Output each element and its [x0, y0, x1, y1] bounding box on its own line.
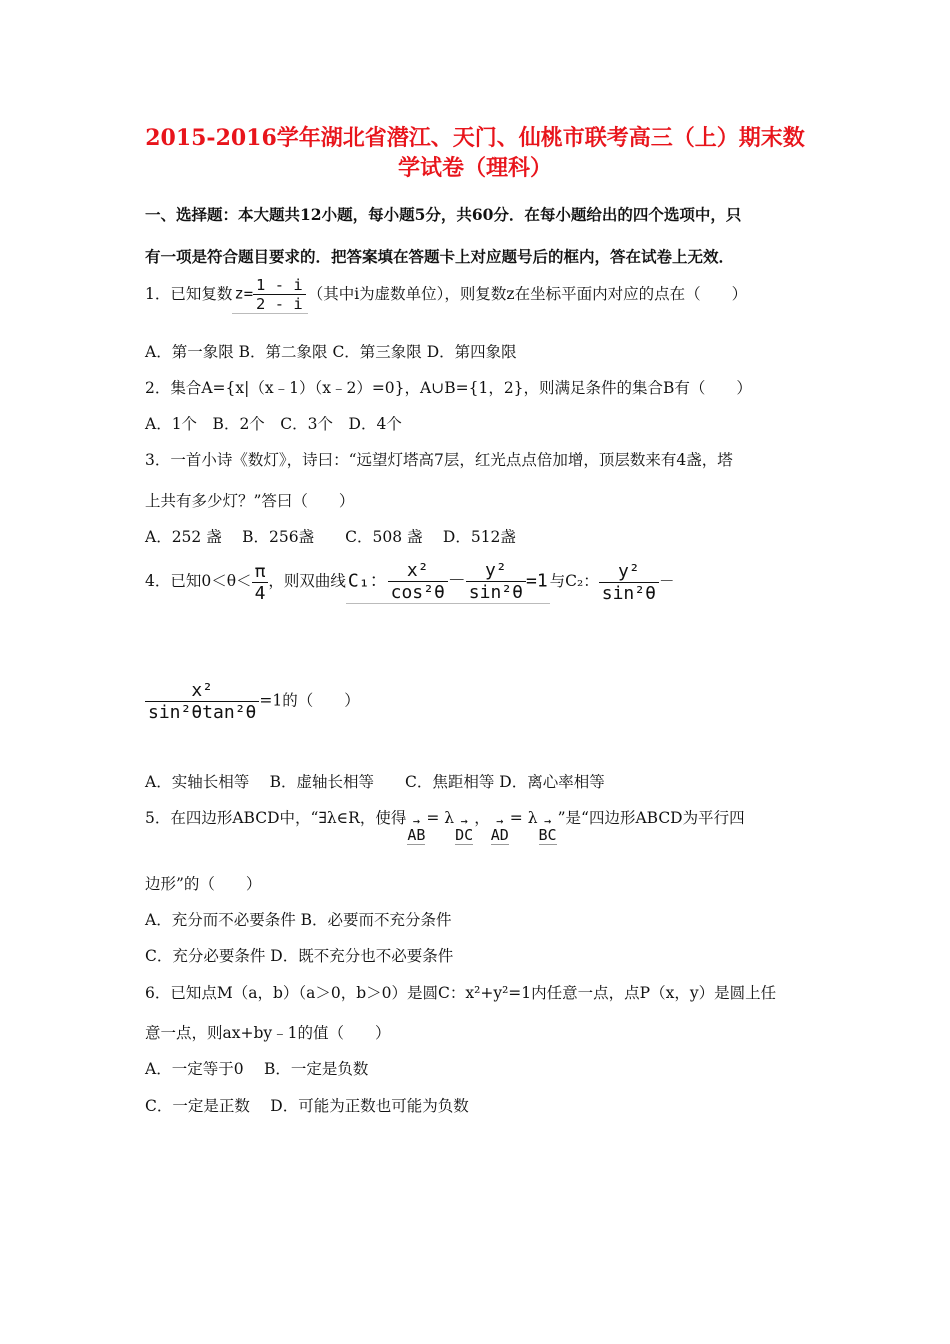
c1-label: C₁： [347, 570, 388, 592]
exam-title [100, 123, 850, 183]
section-heading-line1: 一、选择题：本大题共12小题，每小题5分，共60分．在每小题给出的四个选项中，只 [145, 205, 742, 224]
question-5-options-line1: A．充分而不必要条件 B．必要而不充分条件 [145, 911, 452, 929]
question-3-stem-line2: 上共有多少灯？”答曰（ ） [145, 492, 355, 510]
vector-arrow-icon: → [460, 814, 468, 828]
question-6-options-line1: A．一定等于0 B．一定是负数 [145, 1060, 369, 1078]
c2-num-x: x² [191, 680, 214, 701]
exam-title-line1: 2015-2016学年湖北省潜江、天门、仙桃市联考高三（上）期末数 [145, 125, 805, 151]
c2-den-sin-tan: sin²θtan²θ [145, 701, 259, 723]
question-5-suffix: ”是“四边形ABCD为平行四 [557, 809, 745, 827]
question-6-stem-line1: 6．已知点M（a，b）（a＞0，b＞0）是圆C：x²+y²=1内任意一点，点P（x，y）是圆上任 [145, 984, 777, 1002]
question-2-stem: 2．集合A={x|（x﹣1）（x﹣2）=0}，A∪B={1，2}，则满足条件的集合B有（ ） [145, 379, 752, 397]
vector-ad-label: AD [490, 826, 509, 844]
question-1-denominator: 2 - i [253, 294, 306, 313]
question-1-z-eq: z= [234, 284, 254, 303]
question-6-stem-line2: 意一点，则ax+by﹣1的值（ ） [145, 1024, 391, 1042]
question-5-options-line2: C．充分必要条件 D．既不充分也不必要条件 [145, 947, 454, 965]
vector-arrow-icon: → [543, 814, 552, 828]
question-1-formula [232, 276, 307, 314]
question-4-stem-line2 [145, 680, 360, 723]
question-1-numerator: 1 - i [256, 276, 303, 294]
question-3-stem-line1: 3．一首小诗《数灯》，诗曰：“远望灯塔高7层，红光点点倍加增，顶层数来有4盏，塔 [145, 451, 733, 469]
c1-minus: － [447, 570, 466, 592]
question-1-suffix: （其中i为虚数单位），则复数z在坐标平面内对应的点在（ ） [307, 285, 748, 303]
question-4-tail: =1的（ ） [259, 691, 360, 710]
vector-ad [491, 816, 509, 845]
question-4-options: A．实轴长相等 B．虚轴长相等 C．焦距相等 D．离心率相等 [145, 773, 605, 791]
pi-numerator: π [254, 560, 266, 582]
question-4-mid: ，则双曲线 [268, 572, 346, 590]
exam-title-line2: 学试卷（理科） [397, 155, 552, 181]
vector-arrow-icon: → [412, 814, 420, 828]
c1-den-sin: sin²θ [466, 581, 526, 603]
c2-minus: － [658, 572, 675, 590]
vector-bc [539, 816, 557, 845]
question-2-options: A．1个 B．2个 C．3个 D．4个 [145, 415, 402, 433]
c1-num-y: y² [485, 560, 507, 581]
vector-arrow-icon: → [496, 814, 504, 828]
hyperbola-c1-formula [346, 560, 550, 604]
c1-fraction-y [466, 560, 526, 603]
question-1-options: A．第一象限 B．第二象限 C．第三象限 D．第四象限 [145, 343, 517, 361]
question-1-fraction [253, 276, 306, 313]
comma: ， [474, 809, 490, 827]
question-5-stem [145, 806, 745, 845]
vector-ab [407, 816, 425, 845]
c1-equals: =1 [525, 570, 548, 592]
question-4-c2-text: 与C₂： [549, 572, 599, 590]
section-heading-line2: 有一项是符合题目要求的．把答案填在答题卡上对应题号后的框内，答在试卷上无效． [145, 247, 735, 266]
vector-dc-label: DC [455, 826, 474, 844]
c2-num-y: y² [618, 560, 640, 582]
vector-bc-label: BC [538, 826, 557, 844]
question-1-prefix: 1．已知复数 [145, 285, 233, 303]
question-3-options: A．252 盏 B．256盏 C．508 盏 D．512盏 [145, 528, 516, 546]
question-4-stem [145, 560, 674, 604]
question-4-prefix: 4．已知0＜θ＜ [145, 572, 252, 590]
question-1-stem [145, 276, 747, 314]
c2-den-sin: sin²θ [599, 582, 659, 604]
vector-dc [455, 816, 473, 845]
question-5-stem-line2: 边形”的（ ） [145, 875, 262, 893]
c1-num-x: x² [406, 560, 429, 581]
pi-denominator: 4 [252, 582, 269, 604]
question-4-pi-fraction [252, 561, 269, 604]
c2-fraction-y [599, 561, 659, 604]
equals-lambda-2: = λ [509, 809, 538, 827]
question-5-prefix: 5．在四边形ABCD中，“∃λ∈R，使得 [145, 809, 407, 827]
equals-lambda-1: = λ [426, 809, 455, 827]
vector-ab-label: AB [407, 826, 426, 844]
c2-fraction-x [145, 680, 259, 723]
c1-den-cos: cos²θ [388, 581, 448, 603]
c1-fraction-x [388, 560, 448, 603]
question-6-options-line2: C．一定是正数 D．可能为正数也可能为负数 [145, 1097, 469, 1115]
